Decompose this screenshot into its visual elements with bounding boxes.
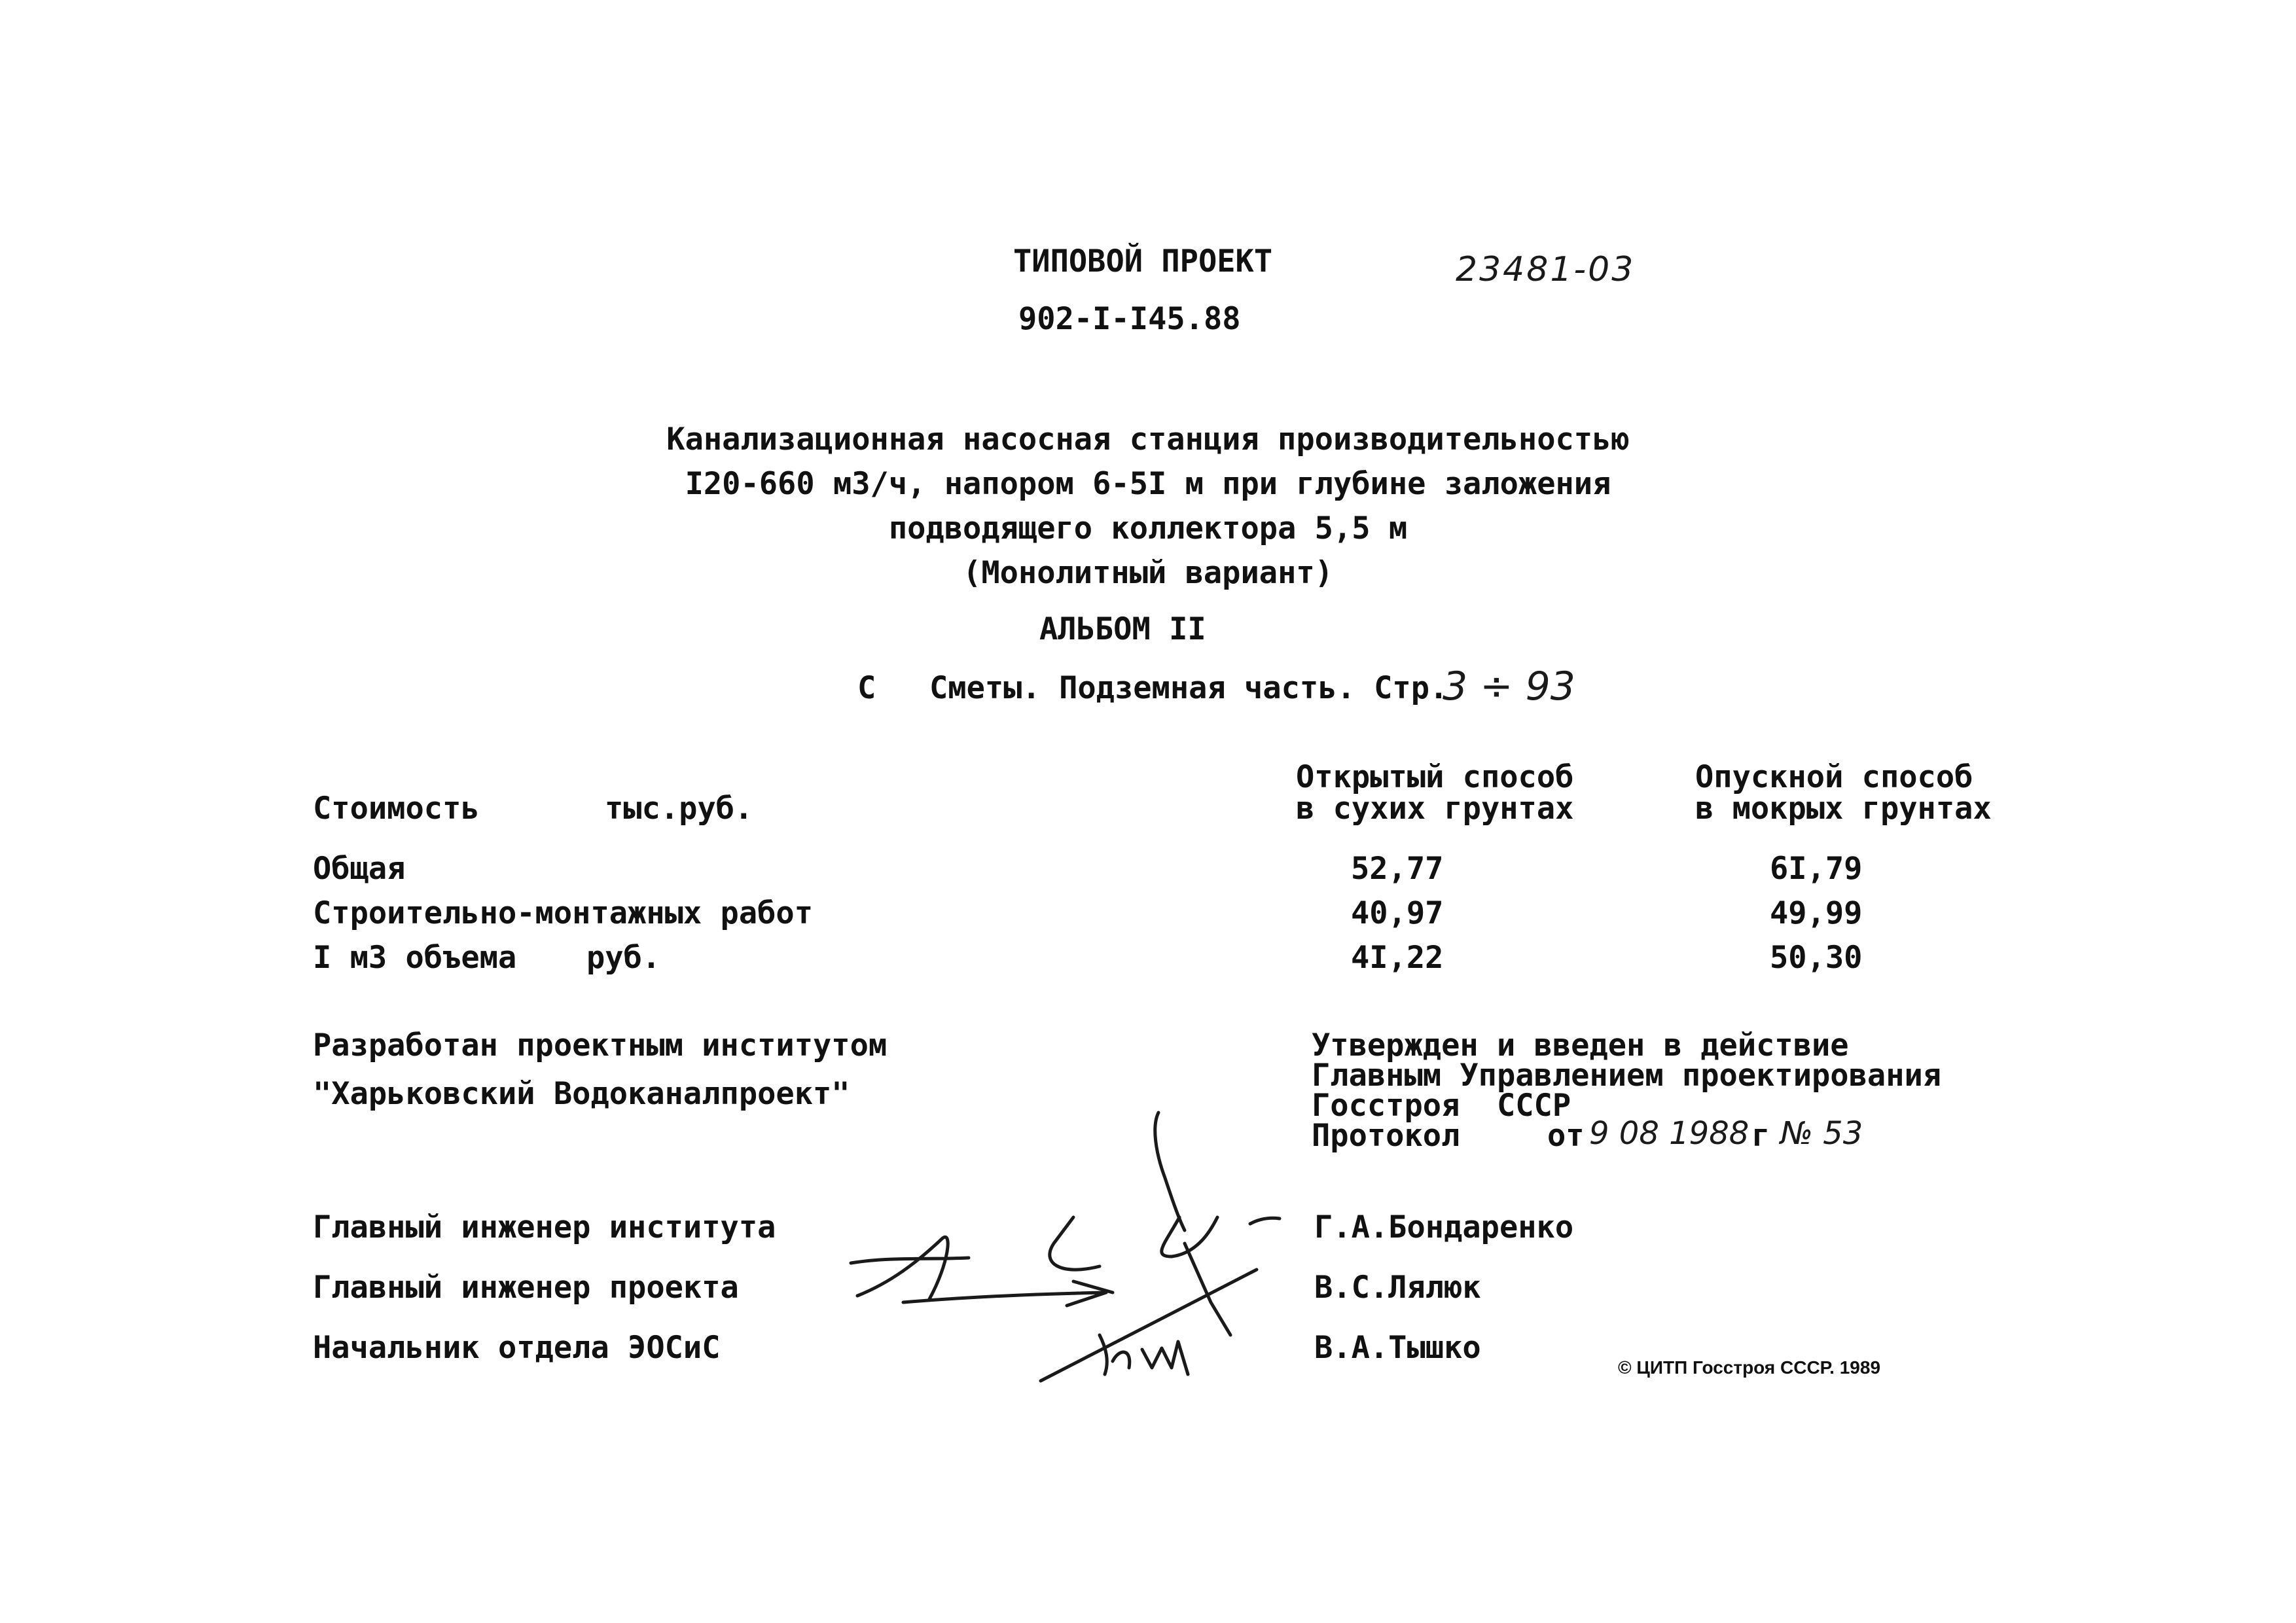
cost-unit: тыс.руб.: [605, 791, 753, 827]
signatory-name: В.А.Тышко: [1314, 1330, 1481, 1366]
cost-row-sink: 6I,79: [1770, 851, 1863, 887]
signatory-name: В.С.Лялюк: [1314, 1270, 1481, 1306]
description-line: I20-660 м3/ч, напором 6-5I м при глубине заложения: [685, 466, 1611, 502]
approval-line: Госстроя СССР: [1312, 1088, 1571, 1124]
developer-institute: "Харьковский Водоканалпроект": [313, 1076, 850, 1112]
protocol-number: № 53: [1780, 1115, 1863, 1152]
protocol-from: от: [1547, 1118, 1585, 1154]
signatory-position: Начальник отдела ЭОСиС: [313, 1330, 721, 1366]
approval-line: Утвержден и введен в действие: [1312, 1027, 1849, 1063]
signature-3-dash: [1250, 1218, 1280, 1224]
cost-row-unit: руб.: [586, 940, 661, 976]
project-number: 902-I-I45.88: [1018, 301, 1241, 337]
col-sink-header: в мокрых грунтах: [1695, 791, 1992, 827]
cost-row-open: 52,77: [1351, 851, 1444, 887]
album-title: АЛЬБОМ II: [1039, 611, 1206, 647]
col-open-header: Открытый способ: [1296, 759, 1574, 795]
approval-line: Главным Управлением проектирования: [1312, 1058, 1942, 1094]
col-sink-header: Опускной способ: [1695, 759, 1973, 795]
protocol-date: 9 08 1988: [1589, 1115, 1749, 1152]
signatory-name: Г.А.Бондаренко: [1314, 1209, 1574, 1245]
copyright: © ЦИТП Госстроя СССР. 1989: [1618, 1357, 1881, 1378]
album-pages: 3 ÷ 93: [1443, 664, 1575, 709]
cost-row-label: I м3 объема: [313, 940, 517, 976]
inventory-number: 23481-03: [1456, 250, 1636, 289]
signature-2: [1050, 1217, 1113, 1293]
description-line: Канализационная насосная станция производительностью: [666, 421, 1630, 457]
document-type-title: ТИПОВОЙ ПРОЕКТ: [1013, 243, 1273, 279]
col-open-header: в сухих грунтах: [1296, 791, 1574, 827]
cost-row-label: Строительно-монтажных работ: [313, 895, 814, 931]
signature-4: [1100, 1335, 1188, 1374]
cost-row-open: 4I,22: [1351, 940, 1444, 976]
album-prefix: С: [857, 670, 876, 706]
cost-row-open: 40,97: [1351, 895, 1444, 931]
description-line: подводящего коллектора 5,5 м: [888, 510, 1408, 546]
description-line: (Монолитный вариант): [963, 555, 1333, 591]
signatory-position: Главный инженер проекта: [313, 1270, 739, 1306]
signature-1: [851, 1237, 1106, 1306]
cost-row-label: Общая: [313, 851, 406, 887]
developer-line: Разработан проектным институтом: [313, 1027, 888, 1063]
cost-row-sink: 49,99: [1770, 895, 1863, 931]
cost-label: Стоимость: [313, 791, 480, 827]
protocol-g: г: [1751, 1118, 1770, 1154]
protocol-label: Протокол: [1312, 1118, 1460, 1154]
cost-row-sink: 50,30: [1770, 940, 1863, 976]
album-contents: Сметы. Подземная часть. Стр.: [929, 670, 1448, 706]
signatory-position: Главный инженер института: [313, 1209, 776, 1245]
